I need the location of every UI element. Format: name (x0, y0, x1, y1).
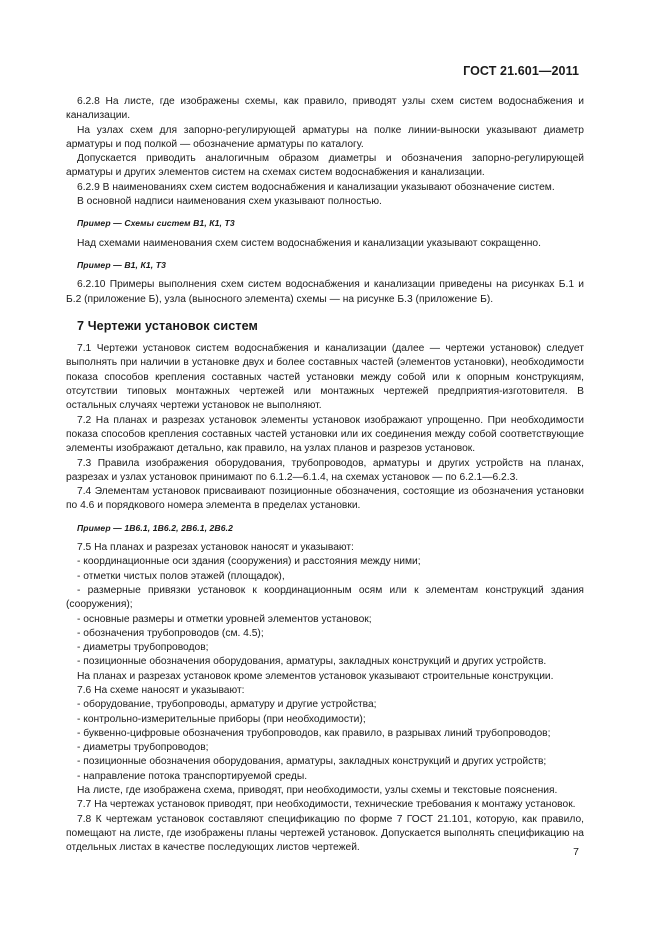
paragraph-7-4: 7.4 Элементам установок присваивают позиционные обозначения, состоящие из обозначения установки по 4.6 и порядкового номера элемента в пределах установки. (66, 486, 584, 512)
list-item: - обозначения трубопроводов (см. 4.5); (77, 627, 264, 639)
paragraph-7-6: 7.6 На схеме наносят и указывают: (77, 684, 245, 696)
list-item: - позиционные обозначения оборудования, арматуры, закладных конструкций и других устройств. (77, 656, 547, 668)
document-code-header: ГОСТ 21.601—2011 (463, 64, 579, 78)
list-item: - диаметры трубопроводов; (77, 642, 209, 654)
list-item: - размерные привязки установок к координационным осям или к элементам конструкций здания (сооружения); (66, 584, 584, 611)
list-item: - координационные оси здания (сооружения) и расстояния между ними; (77, 556, 421, 568)
paragraph-6-2-8-allowed: Допускается приводить аналогичным образом диаметры и обозначения запорно-регулирующей арматуры и других элементов систем на схемах систем водоснабжения и канализации. (66, 153, 584, 179)
paragraph-7-2: 7.2 На планах и разрезах установок элементы установок изображают упрощенно. При необходимости показа способов крепления составных частей установки или их соединения между собой соответствующие элементы изображают детально, как правило, на узлах планов и разрезов установок. (66, 414, 584, 455)
paragraph-7-5: 7.5 На планах и разрезах установок наносят и указывают: (77, 542, 354, 554)
paragraph-6-2-8-valves: На узлах схем для запорно-регулирующей арматуры на полке линии-выноски указывают диаметр арматуры и под полкой — обозначение арматуры по каталогу. (66, 124, 584, 150)
paragraph-6-2-9-abbreviated: Над схемами наименования схем систем водоснабжения и канализации указывают сокращенно. (77, 237, 541, 249)
paragraph-7-7: 7.7 На чертежах установок приводят, при необходимости, технические требования к монтажу установок. (77, 799, 576, 811)
section-7-heading: 7 Чертежи установок систем (77, 318, 258, 333)
list-item: - оборудование, трубопроводы, арматуру и другие устройства; (77, 699, 377, 711)
paragraph-7-3: 7.3 Правила изображения оборудования, трубопроводов, арматуры и других устройств на планах, разрезах и узлах установок принимают по 6.1.2—6.1.4, на схемах установок — по 6.2.1—6.2.3. (66, 457, 584, 483)
paragraph-7-5-constructions: На планах и разрезах установок кроме элементов установок указывают строительные конструкции. (77, 670, 554, 682)
paragraph-7-6-sheet: На листе, где изображена схема, приводят, при необходимости, узлы схемы и текстовые пояснения. (77, 785, 558, 797)
list-item: - буквенно-цифровые обозначения трубопроводов, как правило, в разрывах линий трубопроводов; (77, 727, 551, 739)
paragraph-6-2-8: 6.2.8 На листе, где изображены схемы, как правило, приводят узлы схем систем водоснабжения и канализации. (66, 96, 584, 122)
page-body (66, 95, 584, 856)
example-position-codes: Пример — 1В6.1, 1В6.2, 2В6.1, 2В6.2 (77, 522, 233, 533)
page-number: 7 (573, 846, 579, 858)
example-full-names: Пример — Схемы систем В1, К1, Т3 (77, 218, 235, 229)
paragraph-6-2-10: 6.2.10 Примеры выполнения схем систем водоснабжения и канализации приведены на рисунках Б.1 и Б.2 (приложение Б), узла (выносного элемента) схемы — на рисунке Б.3 (приложение Б). (66, 279, 584, 305)
list-item: - контрольно-измерительные приборы (при необходимости); (77, 713, 366, 725)
example-short-names: Пример — В1, К1, Т3 (77, 259, 166, 270)
paragraph-6-2-9-title-block: В основной надписи наименования схем указывают полностью. (77, 196, 382, 208)
list-item: - основные размеры и отметки уровней элементов установок; (77, 613, 372, 625)
paragraph-7-1: 7.1 Чертежи установок систем водоснабжения и канализации (далее — чертежи установок) следует выполнять при наличии в установке двух и более составных частей (элементов установки), необходимости показа способов крепления составных частей установки между собой или к опорным конструкциям, отсутствии типовых монтажных чертежей или монтажных чертежей предприятия-изготовителя. В остальных случаях чертежи установок не выполняют. (66, 343, 584, 412)
list-item: - направление потока транспортируемой среды. (77, 770, 308, 782)
paragraph-6-2-9: 6.2.9 В наименованиях схем систем водоснабжения и канализации указывают обозначение систем. (77, 181, 555, 193)
paragraph-7-8: 7.8 К чертежам установок составляют спецификацию по форме 7 ГОСТ 21.101, которую, как правило, помещают на листе, где изображены планы чертежей установок. Допускается выполнять спецификацию на отдельных листах в качестве последующих листов чертежей. (66, 813, 584, 854)
list-item: - диаметры трубопроводов; (77, 742, 209, 754)
list-item: - позиционные обозначения оборудования, арматуры, закладных конструкций и других устройств; (77, 756, 547, 768)
list-item: - отметки чистых полов этажей (площадок), (77, 570, 285, 582)
